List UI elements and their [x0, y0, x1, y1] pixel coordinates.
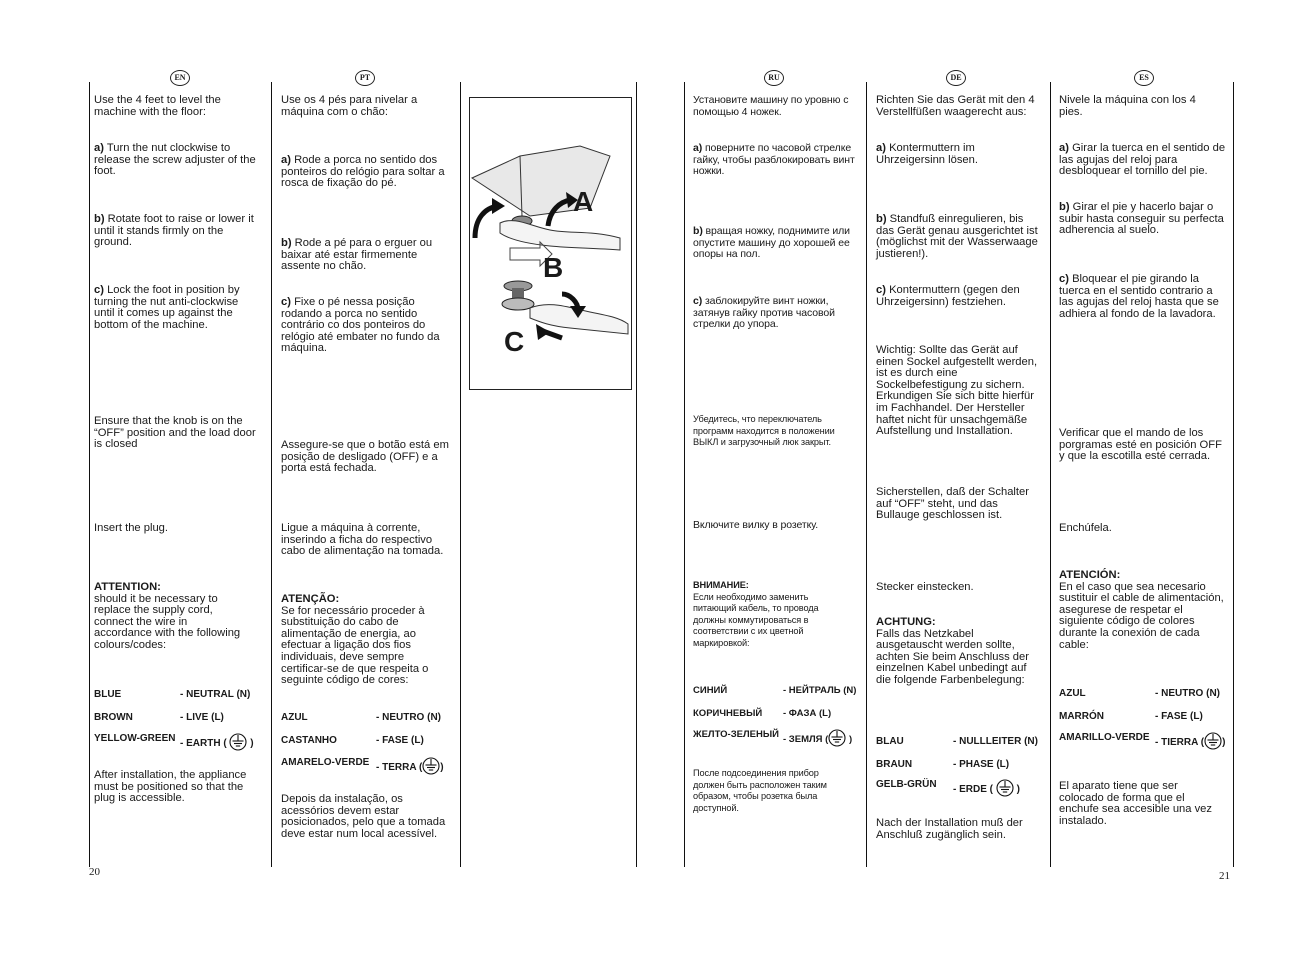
level-instructions: Use the 4 feet to level the machine with the floor:	[94, 94, 221, 118]
wire-row: BLAU - NULLLEITER (N)	[876, 736, 1038, 747]
step-c: c) заблокируйте винт ножки, затянув гайку против часовой стрелки до упора.	[693, 295, 835, 331]
foot-adjustment-drawing	[470, 98, 631, 389]
lang-badge-de: DE	[946, 70, 966, 86]
column-rule	[1233, 82, 1234, 867]
step-c: c) Kontermuttern (gegen den Uhrzeigersinn) festziehen.	[876, 284, 1020, 308]
column-rule	[1050, 82, 1051, 867]
step-a: a) Turn the nut clockwise to release the screw adjuster of the foot.	[94, 142, 256, 178]
level-instructions: Use os 4 pés para nivelar a máquina com o chão:	[281, 94, 418, 118]
wire-row: GELB-GRÜN - ERDE ( )	[876, 779, 937, 790]
attention-block: ВНИМАНИЕ: Если необходимо заменить питающий кабель, то провода должны коммутироваться в соответствии с их цветной маркировкой:	[693, 580, 819, 648]
after-install-note: El aparato tiene que ser colocado de forma que el enchufe sea accesible una vez instalado.	[1059, 780, 1212, 827]
wire-row: КОРИЧНЕВЫЙ - ФАЗА (L)	[693, 708, 832, 719]
knob-note: Ensure that the knob is on the “OFF” position and the load door is closed	[94, 415, 256, 451]
figure-label-b: B	[543, 252, 564, 283]
plug-note: Включите вилку в розетку.	[693, 519, 819, 531]
level-instructions: Richten Sie das Gerät mit den 4 Verstellfüßen waagerecht aus:	[876, 94, 1035, 118]
column-rule	[271, 82, 272, 867]
wire-row: BRAUN - PHASE (L)	[876, 759, 1010, 770]
step-b: b) Girar el pie y hacerlo bajar o subir hasta conseguir su perfecta adherencia al suelo.	[1059, 201, 1224, 237]
after-install-note: Nach der Installation muß der Anschluß zugänglich sein.	[876, 817, 1023, 841]
step-a: a) Rode a porca no sentido dos ponteiros do relógio para soltar a rosca de fixação do pé.	[281, 154, 445, 190]
knob-note: Убедитесь, что переключатель программ находится в положении ВЫКЛ и загрузочный люк закрыт.	[693, 414, 835, 448]
lang-badge-es: ES	[1134, 70, 1154, 86]
column-rule	[89, 82, 90, 867]
wire-row: ЖЕЛТО-ЗЕЛЕНЫЙ - ЗЕМЛЯ ( )	[693, 729, 779, 740]
step-a: a) поверните по часовой стрелке гайку, чтобы разблокировать винт ножки.	[693, 142, 855, 178]
knob-note: Sicherstellen, daß der Schalter auf “OFF” steht, und das Bullauge geschlossen ist.	[876, 486, 1029, 522]
plug-note: Ligue a máquina à corrente, inserindo a ficha do respectivo cabo de alimentação na tomada.	[281, 522, 444, 558]
after-install-note: После подсоединения прибор должен быть расположен таким образом, чтобы розетка была доступной.	[693, 768, 827, 813]
earth-icon	[996, 779, 1014, 800]
figure-label-a: A	[573, 186, 594, 217]
wire-row: AMARELO-VERDE - TERRA ( )	[281, 757, 369, 768]
step-a: a) Girar la tuerca en el sentido de las agujas del reloj para desbloquear el tornillo del pie.	[1059, 142, 1226, 178]
figure-label-c: C	[504, 326, 525, 357]
step-a: a) Kontermuttern im Uhrzeigersinn lösen.	[876, 142, 978, 166]
step-b: b) вращая ножку, поднимите или опустите машину до хорошей ее опоры на пол.	[693, 225, 850, 261]
page-number-left: 20	[89, 866, 100, 878]
knob-note: Verificar que el mando de los porgramas esté en posición OFF y que la escotilla esté cerrada.	[1059, 427, 1222, 463]
wire-row: BROWN - LIVE (L)	[94, 712, 224, 723]
plug-note: Insert the plug.	[94, 522, 169, 534]
step-c: c) Lock the foot in position by turning the nut anti-clockwise until it comes up against the bottom of the machine.	[94, 284, 240, 331]
lang-badge-en: EN	[170, 70, 190, 86]
attention-block: ATENCIÓN: En el caso que sea necesario sustituir el cable de alimentación, asegurese de respetar el siguiente código de colores durante la conexión de cada cable:	[1059, 569, 1224, 651]
level-instructions: Nivele la máquina con los 4 pies.	[1059, 94, 1196, 118]
wire-row: YELLOW-GREEN - EARTH ( )	[94, 733, 175, 744]
knob-note: Assegure-se que o botão está em posição de desligado (OFF) e a porta está fechada.	[281, 439, 449, 475]
attention-block: ACHTUNG: Falls das Netzkabel ausgetauscht werden sollte, achten Sie beim Anschluss der einzelnen Kabel unbedingt auf die folgende Farbenbelegung:	[876, 616, 1029, 686]
earth-icon	[422, 757, 440, 778]
after-install-note: Depois da instalação, os acessórios devem estar posicionados, pelo que a tomada deve estar num local acessível.	[281, 793, 446, 840]
page-number-right: 21	[1219, 870, 1230, 882]
wire-row: MARRÓN - FASE (L)	[1059, 711, 1203, 722]
wire-row: AZUL - NEUTRO (N)	[1059, 688, 1220, 699]
column-rule	[460, 82, 461, 867]
step-c: c) Fixe o pé nessa posição rodando a porca no sentido contrário co dos ponteiros do relógio até embater no fundo da máquina.	[281, 296, 440, 355]
foot-adjustment-illustration	[469, 97, 632, 390]
earth-icon	[229, 733, 247, 754]
earth-icon	[828, 729, 846, 750]
after-install-note: After installation, the appliance must be positioned so that the plug is accessible.	[94, 769, 247, 805]
step-c: c) Bloquear el pie girando la tuerca en el sentido contrario a las agujas del reloj hasta que se adhiera al fondo de la lavadora.	[1059, 273, 1219, 320]
lang-badge-pt: PT	[355, 70, 375, 86]
wire-row: AMARILLO-VERDE - TIERRA ( )	[1059, 732, 1150, 743]
wire-row: BLUE - NEUTRAL (N)	[94, 689, 251, 700]
attention-block: ATTENTION: should it be necessary to replace the supply cord, connect the wire in accordance with the following colours/codes:	[94, 581, 241, 651]
earth-icon	[1204, 732, 1222, 753]
plug-note: Stecker einstecken.	[876, 581, 974, 593]
wire-row: AZUL - NEUTRO (N)	[281, 712, 441, 723]
column-rule	[866, 82, 867, 867]
wichtig-note: Wichtig: Sollte das Gerät auf einen Sockel aufgestellt werden, ist es durch eine Sockelbefestigung zu sichern. Erkundigen Sie sich bitte hierfür im Fachhandel. Der Hersteller haftet nicht für unsachgemäße Aufstellung und Installation.	[876, 344, 1038, 438]
column-rule	[636, 82, 637, 867]
plug-note: Enchúfela.	[1059, 522, 1112, 534]
step-b: b) Standfuß einregulieren, bis das Gerät genau ausgerichtet ist (möglichst mit der Wasserwaage justieren!).	[876, 213, 1038, 260]
step-b: b) Rode a pé para o erguer ou baixar até estar firmemente assente no chão.	[281, 237, 433, 273]
level-instructions: Установите машину по уровню с помощью 4 ножек.	[693, 94, 849, 118]
column-rule	[684, 82, 685, 867]
lang-badge-ru: RU	[764, 70, 784, 86]
wire-row: СИНИЙ - НЕЙТРАЛЬ (N)	[693, 685, 857, 696]
step-b: b) Rotate foot to raise or lower it until it stands firmly on the ground.	[94, 213, 254, 249]
wire-row: CASTANHO - FASE (L)	[281, 735, 424, 746]
attention-block: ATENÇÃO: Se for necessário proceder à substituição do cabo de alimentação de energia, ao efectuar a ligação dos fios individuais, deve sempre certificar-se de que respeita o seguinte código de cores:	[281, 593, 429, 687]
